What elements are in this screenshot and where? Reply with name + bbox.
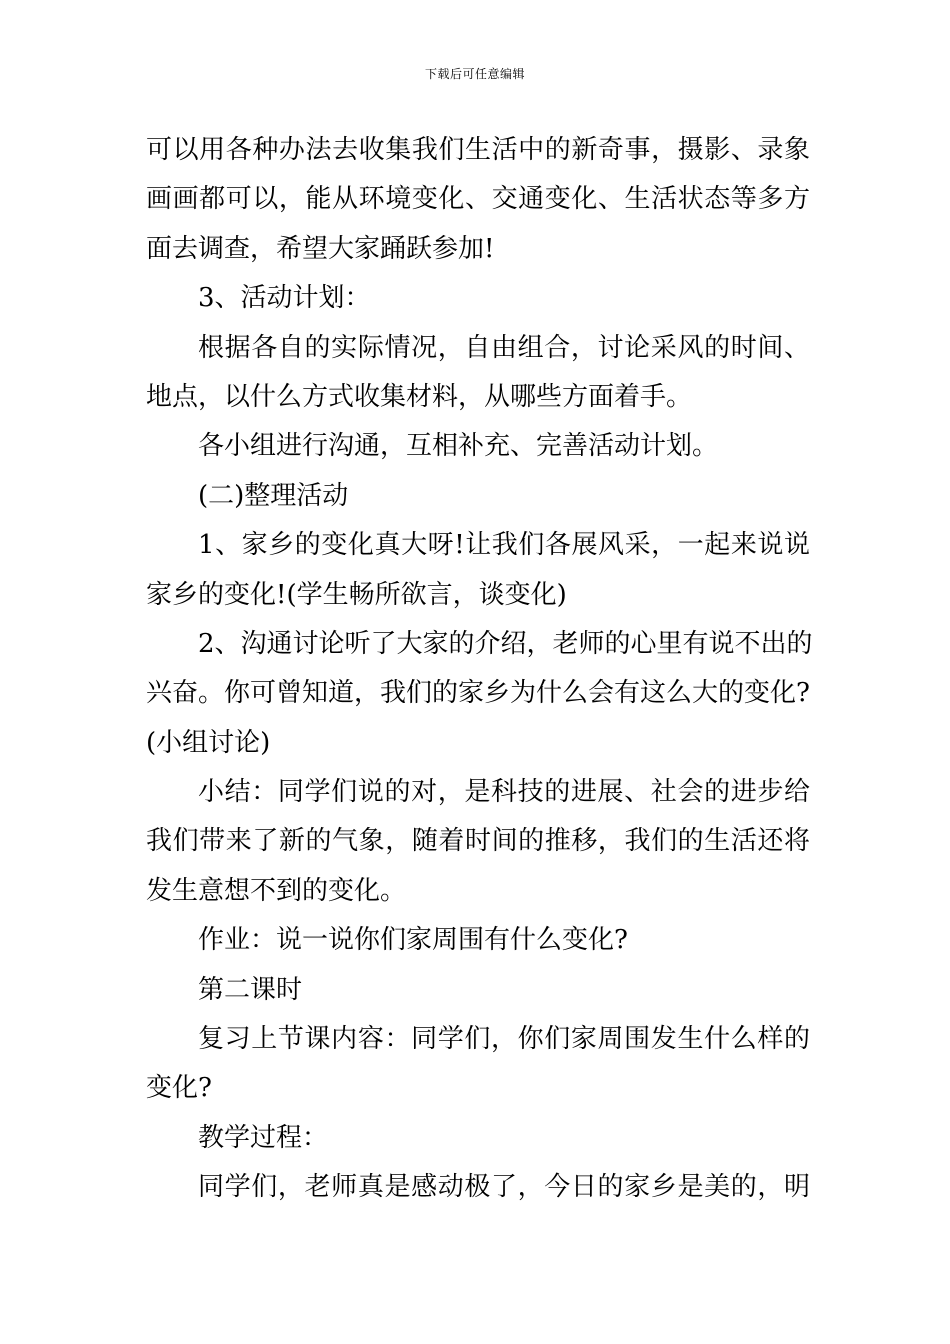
text-line: 2、沟通讨论听了大家的介绍，老师的心里有说不出的 <box>198 628 813 659</box>
text-line: 小结：同学们说的对，是科技的进展、社会的进步给 <box>198 777 810 808</box>
text-line: 家乡的变化!(学生畅所欲言，谈变化) <box>146 579 567 610</box>
section-heading: 3、活动计划： <box>198 283 371 314</box>
text-line: (小组讨论) <box>146 727 271 758</box>
section-heading: (二)整理活动 <box>198 480 349 511</box>
text-line: 复习上节课内容：同学们，你们家周围发生什么样的 <box>198 1024 810 1055</box>
text-line: 兴奋。你可曾知道，我们的家乡为什么会有这么大的变化? <box>146 678 810 709</box>
document-body <box>146 126 813 1213</box>
text-line: 1、家乡的变化真大呀!让我们各展风采，一起来说说 <box>198 530 810 561</box>
text-line: 可以用各种办法去收集我们生活中的新奇事，摄影、录象 <box>146 135 810 165</box>
text-line: 画画都可以，能从环境变化、交通变化、生活状态等多方 <box>146 184 810 215</box>
text-line: 变化? <box>146 1073 212 1104</box>
page-header-note: 下载后可任意编辑 <box>424 67 525 81</box>
section-heading: 教学过程： <box>198 1122 329 1153</box>
section-heading: 第二课时 <box>198 974 303 1005</box>
text-line: 我们带来了新的气象，随着时间的推移，我们的生活还将 <box>146 826 810 857</box>
text-line: 作业：说一说你们家周围有什么变化? <box>198 925 628 956</box>
text-line: 同学们，老师真是感动极了，今日的家乡是美的，明 <box>198 1172 810 1203</box>
text-line: 面去调查，希望大家踊跃参加! <box>146 233 495 264</box>
text-line: 根据各自的实际情况，自由组合，讨论采风的时间、 <box>198 332 810 363</box>
text-line: 各小组进行沟通，互相补充、完善活动计划。 <box>198 431 719 462</box>
text-line: 发生意想不到的变化。 <box>146 875 407 906</box>
text-line: 地点，以什么方式收集材料，从哪些方面着手。 <box>146 381 693 412</box>
